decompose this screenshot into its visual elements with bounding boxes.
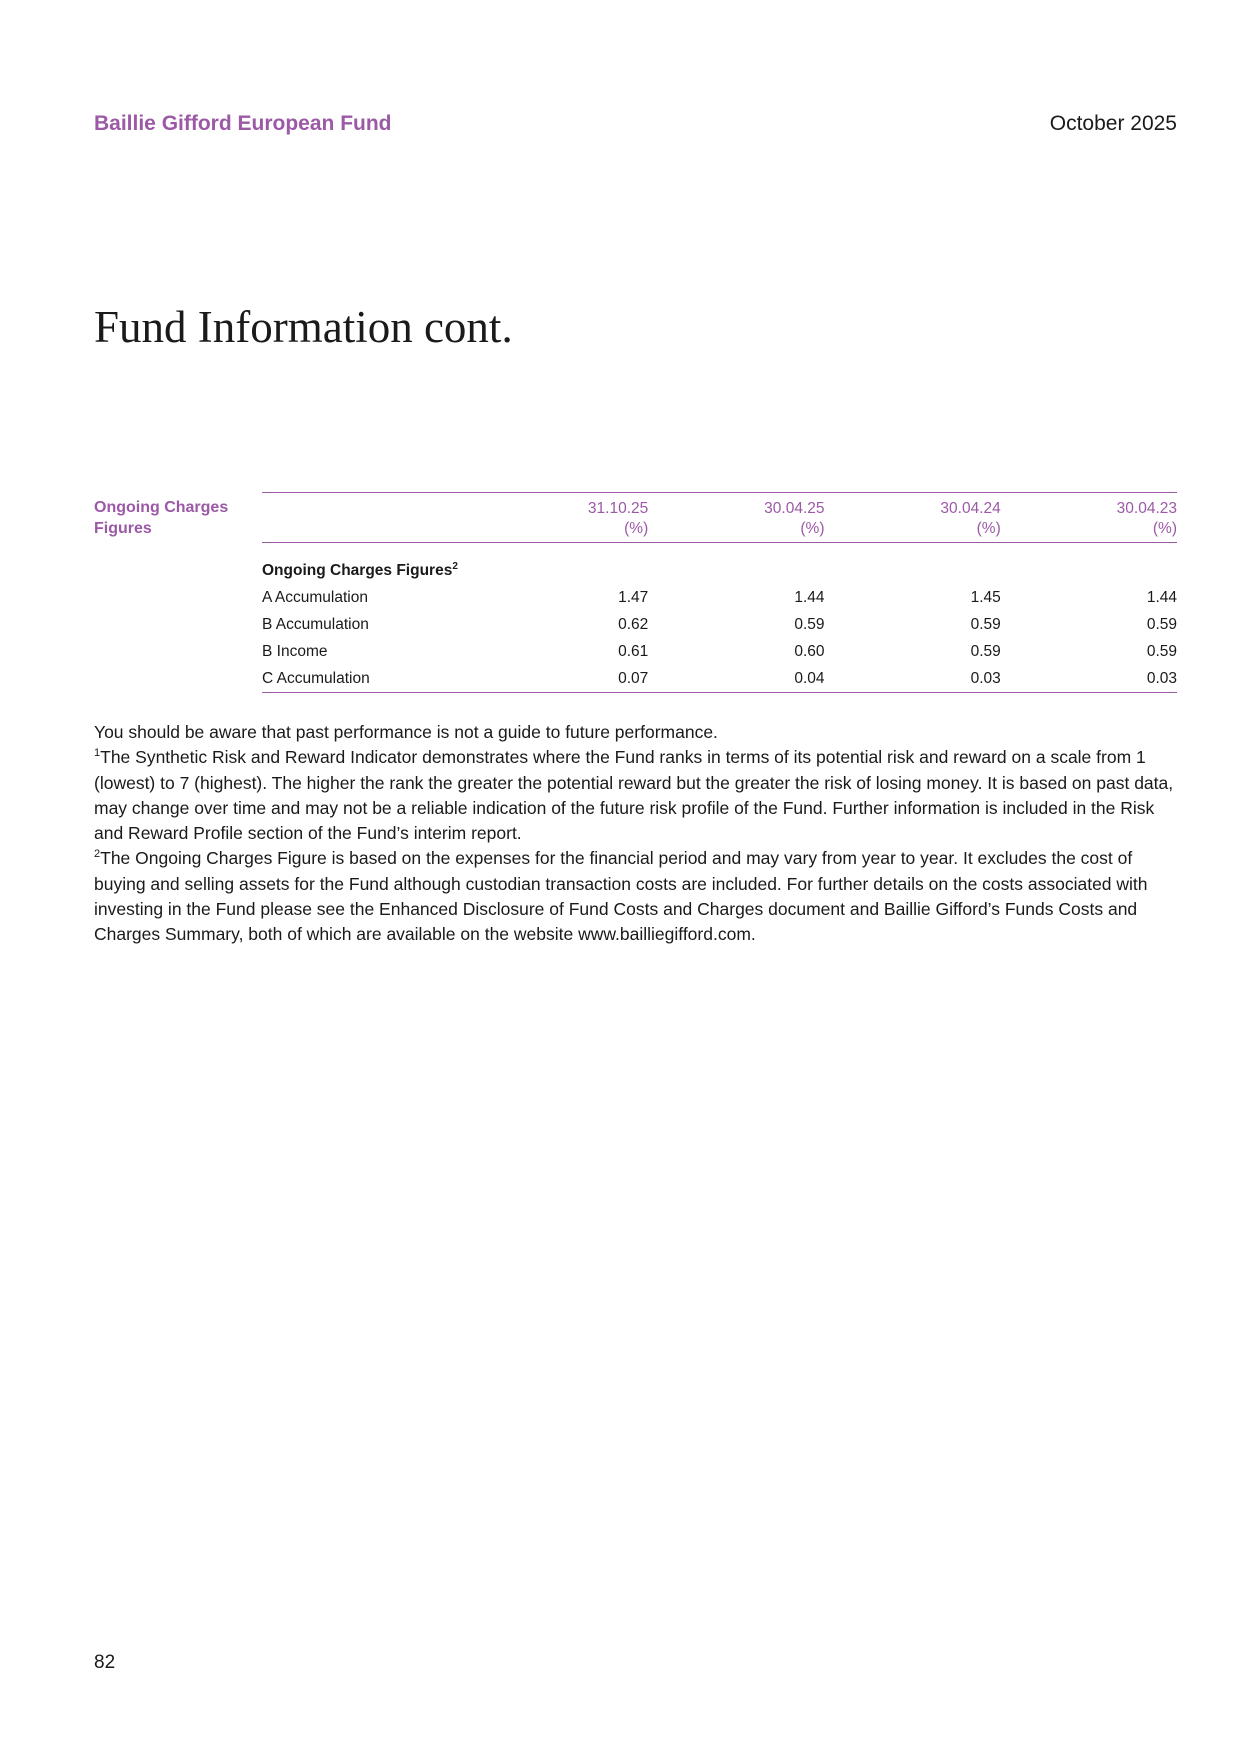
cell-value: 0.59 [970,643,1001,661]
cell-value: 1.47 [618,589,649,607]
section-label: Ongoing Charges Figures [94,499,229,537]
footnote-marker: 2 [94,848,101,861]
cell-value: 0.62 [618,616,649,634]
cell-value: 1.45 [970,589,1001,607]
footnote-marker: 1 [94,747,101,760]
table-row [262,584,1177,611]
table-subheading: Ongoing Charges Figures$^2$ [262,561,458,580]
cell-value: 0.03 [970,670,1001,688]
cell-value: 1.44 [794,589,825,607]
table-row [262,638,1177,665]
cell-value: 0.07 [618,670,649,688]
page-title: Fund Information cont. [94,302,513,352]
footnotes [94,720,1177,948]
column-header: 30.04.24 (%) [940,500,1001,537]
report-date: October 2025 [1049,112,1177,135]
column-header: 31.10.25 (%) [587,500,649,537]
table-row [262,665,1177,693]
cell-value: 0.59 [794,616,825,634]
column-header: 30.04.25 (%) [764,500,825,537]
row-label: A Accumulation [262,589,368,607]
row-label: B Accumulation [262,616,369,634]
row-label: B Income [262,643,328,661]
cell-value: 0.59 [970,616,1001,634]
row-label: C Accumulation [262,670,370,688]
footnote-2: $^2$The Ongoing Charges Figure is based on the expenses for the financial period and may vary from year to year. It excludes the cost of buying and selling assets for the Fund although custodian transaction costs are included. For further details on the costs associated with investing in the Fund please see the Enhanced Disclosure of Fund Costs and Charges document and Baillie Gifford’s Funds Costs and Charges Summary, both of which are available on the website www.bailliegifford.com. [94,848,1148,945]
cell-value: 0.03 [1146,670,1177,688]
cell-value: 0.61 [618,643,649,661]
table-subheading-row [262,543,1177,585]
fund-name-header: Baillie Gifford European Fund [94,112,392,135]
table-row [262,611,1177,638]
column-header: 30.04.23 (%) [1116,500,1177,537]
table-header-row [262,493,1177,543]
cell-value: 0.04 [794,670,825,688]
row-header-blank [262,493,472,543]
ongoing-charges-table [262,492,1177,693]
cell-value: 0.60 [794,643,825,661]
cell-value: 0.59 [1146,643,1177,661]
cell-value: 0.59 [1146,616,1177,634]
page-number: 82 [94,1652,116,1673]
performance-disclaimer: You should be aware that past performance is not a guide to future performance. [94,722,718,742]
cell-value: 1.44 [1146,589,1177,607]
footnote-1: $^1$The Synthetic Risk and Reward Indicator demonstrates where the Fund ranks in terms of its potential risk and reward on a scale from 1 (lowest) to 7 (highest). The higher the rank the greater the potential reward but the greater the risk of losing money. It is based on past data, may change over time and may not be a reliable indication of the future risk profile of the Fund. Further information is included in the Risk and Reward Profile section of the Fund’s interim report. [94,747,1174,844]
